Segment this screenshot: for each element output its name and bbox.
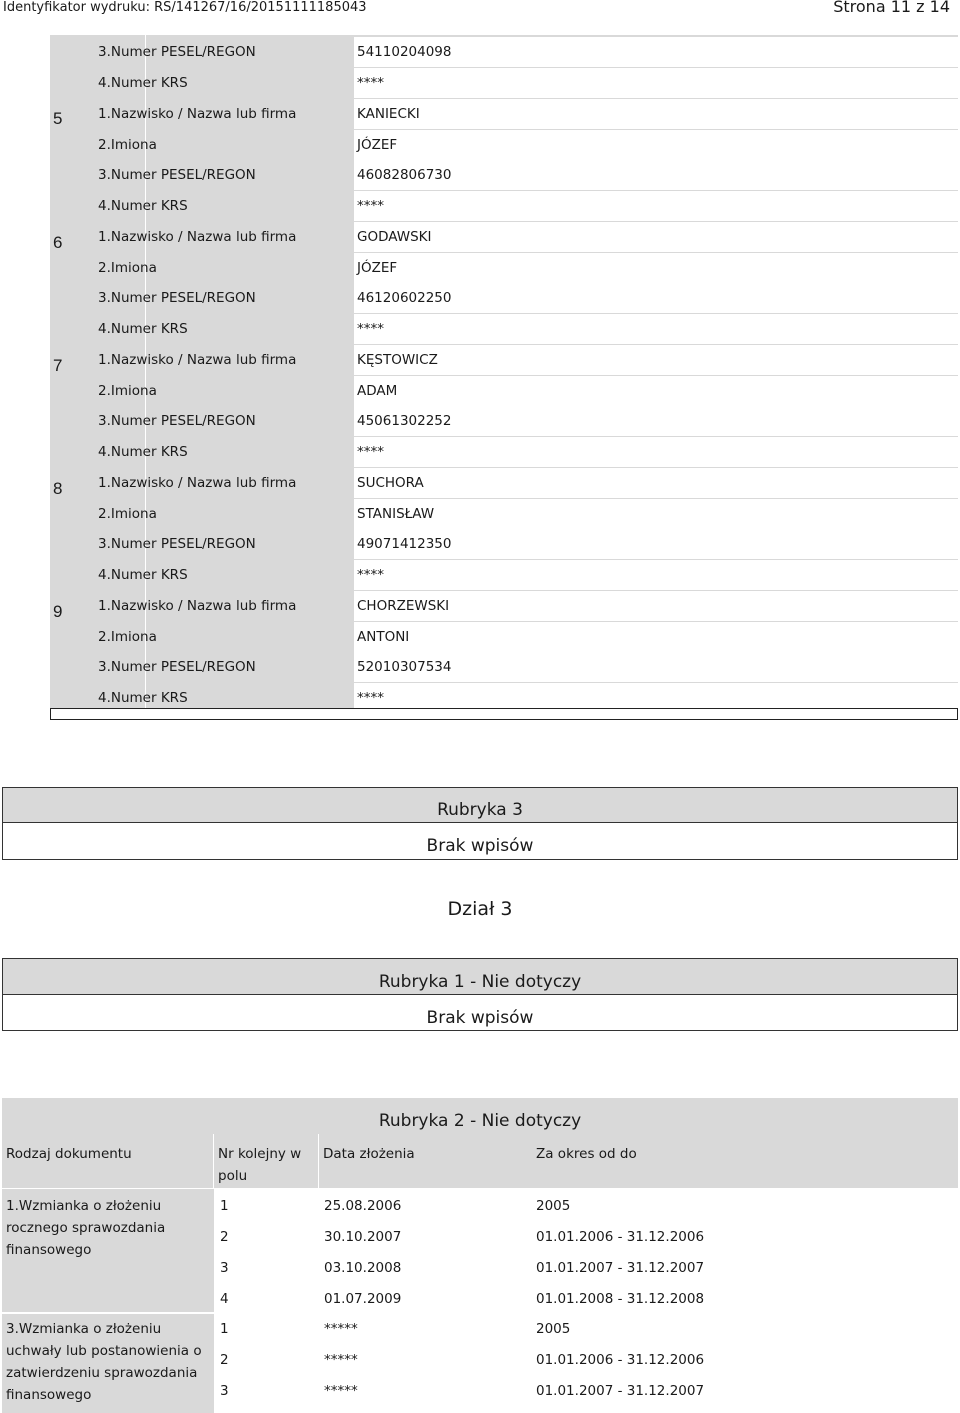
row-divider [2,1188,214,1189]
field-label: 3.Numer PESEL/REGON [98,536,256,552]
field-value: JÓZEF [354,253,958,283]
row-date: 25.08.2006 [324,1198,402,1214]
field-label: 2.Imiona [98,506,157,522]
column-divider [318,1134,319,1188]
entity-row-surname [96,468,958,498]
entity-row-krs [96,437,958,467]
doc-type-resolution: 3.Wzmianka o złożeniu uchwały lub postanowienia o zatwierdzeniu sprawozdania finansowego [6,1321,202,1403]
row-period: 01.01.2007 - 31.12.2007 [536,1383,705,1399]
header-doc-type: Rodzaj dokumentu [6,1146,132,1162]
entity-row-krs [96,560,958,590]
field-value: **** [354,437,958,467]
field-label: 1.Nazwisko / Nazwa lub firma [98,475,297,491]
rubryka1-title: Rubryka 1 - Nie dotyczy [2,958,958,995]
field-label: 3.Numer PESEL/REGON [98,167,256,183]
entity-row-names [96,499,958,529]
row-nr: 1 [220,1321,229,1337]
field-value: 52010307534 [354,652,958,682]
print-identifier: Identyfikator wydruku: RS/141267/16/20151111185043 [3,0,367,15]
entity-row-names [96,376,958,406]
entity-row-pesel [96,652,958,682]
field-value: **** [354,314,958,344]
rubryka1-empty: Brak wpisów [2,994,958,1031]
row-date: ***** [324,1352,358,1368]
field-label: 4.Numer KRS [98,198,188,214]
row-nr: 2 [220,1229,229,1245]
page-indicator: Strona 11 z 14 [833,0,950,16]
field-value: ANTONI [354,622,958,652]
section-title: Dział 3 [447,898,513,920]
field-label: 4.Numer KRS [98,321,188,337]
field-value: **** [354,560,958,590]
entity-row-surname [96,591,958,621]
entity-row-pesel [96,37,958,67]
row-divider [2,1312,214,1314]
rubryka3-title: Rubryka 3 [2,787,958,823]
row-period: 01.01.2006 - 31.12.2006 [536,1229,705,1245]
row-nr: 2 [220,1352,229,1368]
row-nr: 1 [220,1198,229,1214]
header-period: Za okres od do [536,1146,637,1162]
row-period: 01.01.2008 - 31.12.2008 [536,1291,705,1307]
row-period: 2005 [536,1321,571,1337]
entity-row-names [96,130,958,160]
entity-row-pesel [96,406,958,436]
entity-row-pesel [96,283,958,313]
field-label: 1.Nazwisko / Nazwa lub firma [98,352,297,368]
field-value: CHORZEWSKI [354,591,958,621]
field-label: 1.Nazwisko / Nazwa lub firma [98,106,297,122]
field-label: 4.Numer KRS [98,690,188,706]
table-bottom-border [50,708,958,720]
field-label: 2.Imiona [98,137,157,153]
column-divider [213,1134,214,1188]
field-value: KANIECKI [354,99,958,129]
header-nr: Nr kolejny w polu [218,1146,302,1184]
field-value: STANISŁAW [354,499,958,529]
field-label: 4.Numer KRS [98,444,188,460]
field-value: 49071412350 [354,529,958,559]
field-label: 1.Nazwisko / Nazwa lub firma [98,598,297,614]
row-period: 01.01.2007 - 31.12.2007 [536,1260,705,1276]
entity-row-pesel [96,160,958,190]
row-period: 2005 [536,1198,571,1214]
entity-row-surname [96,222,958,252]
field-label: 3.Numer PESEL/REGON [98,290,256,306]
field-label: 2.Imiona [98,383,157,399]
entity-row-surname [96,345,958,375]
field-label: 1.Nazwisko / Nazwa lub firma [98,229,297,245]
row-period: 01.01.2006 - 31.12.2006 [536,1352,705,1368]
field-label: 4.Numer KRS [98,567,188,583]
field-label: 2.Imiona [98,629,157,645]
field-value: JÓZEF [354,130,958,160]
field-value: 45061302252 [354,406,958,436]
row-date: 03.10.2008 [324,1260,402,1276]
entity-row-names [96,622,958,652]
field-label: 3.Numer PESEL/REGON [98,44,256,60]
row-date: ***** [324,1321,358,1337]
field-label: 2.Imiona [98,260,157,276]
entity-number: 5 [53,109,63,128]
row-date: ***** [324,1383,358,1399]
entity-number: 9 [53,602,63,621]
field-value: **** [354,191,958,221]
field-label: 3.Numer PESEL/REGON [98,413,256,429]
entity-number: 6 [53,233,63,252]
row-date: 30.10.2007 [324,1229,402,1245]
row-nr: 3 [220,1383,229,1399]
entity-row-krs [96,68,958,98]
entity-row-names [96,253,958,283]
header-date: Data złożenia [323,1146,415,1162]
field-value: GODAWSKI [354,222,958,252]
field-label: 4.Numer KRS [98,75,188,91]
entity-number: 8 [53,479,63,498]
row-nr: 3 [220,1260,229,1276]
field-value: SUCHORA [354,468,958,498]
field-value: KĘSTOWICZ [354,345,958,375]
doc-type-annual-report: 1.Wzmianka o złożeniu rocznego sprawozdania finansowego [6,1198,166,1258]
row-date: 01.07.2009 [324,1291,402,1307]
field-value: 46120602250 [354,283,958,313]
field-value: 46082806730 [354,160,958,190]
rubryka2-title: Rubryka 2 - Nie dotyczy [378,1111,582,1131]
field-value: 54110204098 [354,37,958,67]
row-nr: 4 [220,1291,229,1307]
field-value: ADAM [354,376,958,406]
field-label: 3.Numer PESEL/REGON [98,659,256,675]
entity-row-krs [96,191,958,221]
field-value: **** [354,683,958,713]
rubryka2-table [2,1098,958,1413]
rubryka3-empty: Brak wpisów [2,822,958,860]
entity-row-pesel [96,529,958,559]
entity-row-krs [96,314,958,344]
field-value: **** [354,68,958,98]
entity-row-surname [96,99,958,129]
entity-number: 7 [53,356,63,375]
